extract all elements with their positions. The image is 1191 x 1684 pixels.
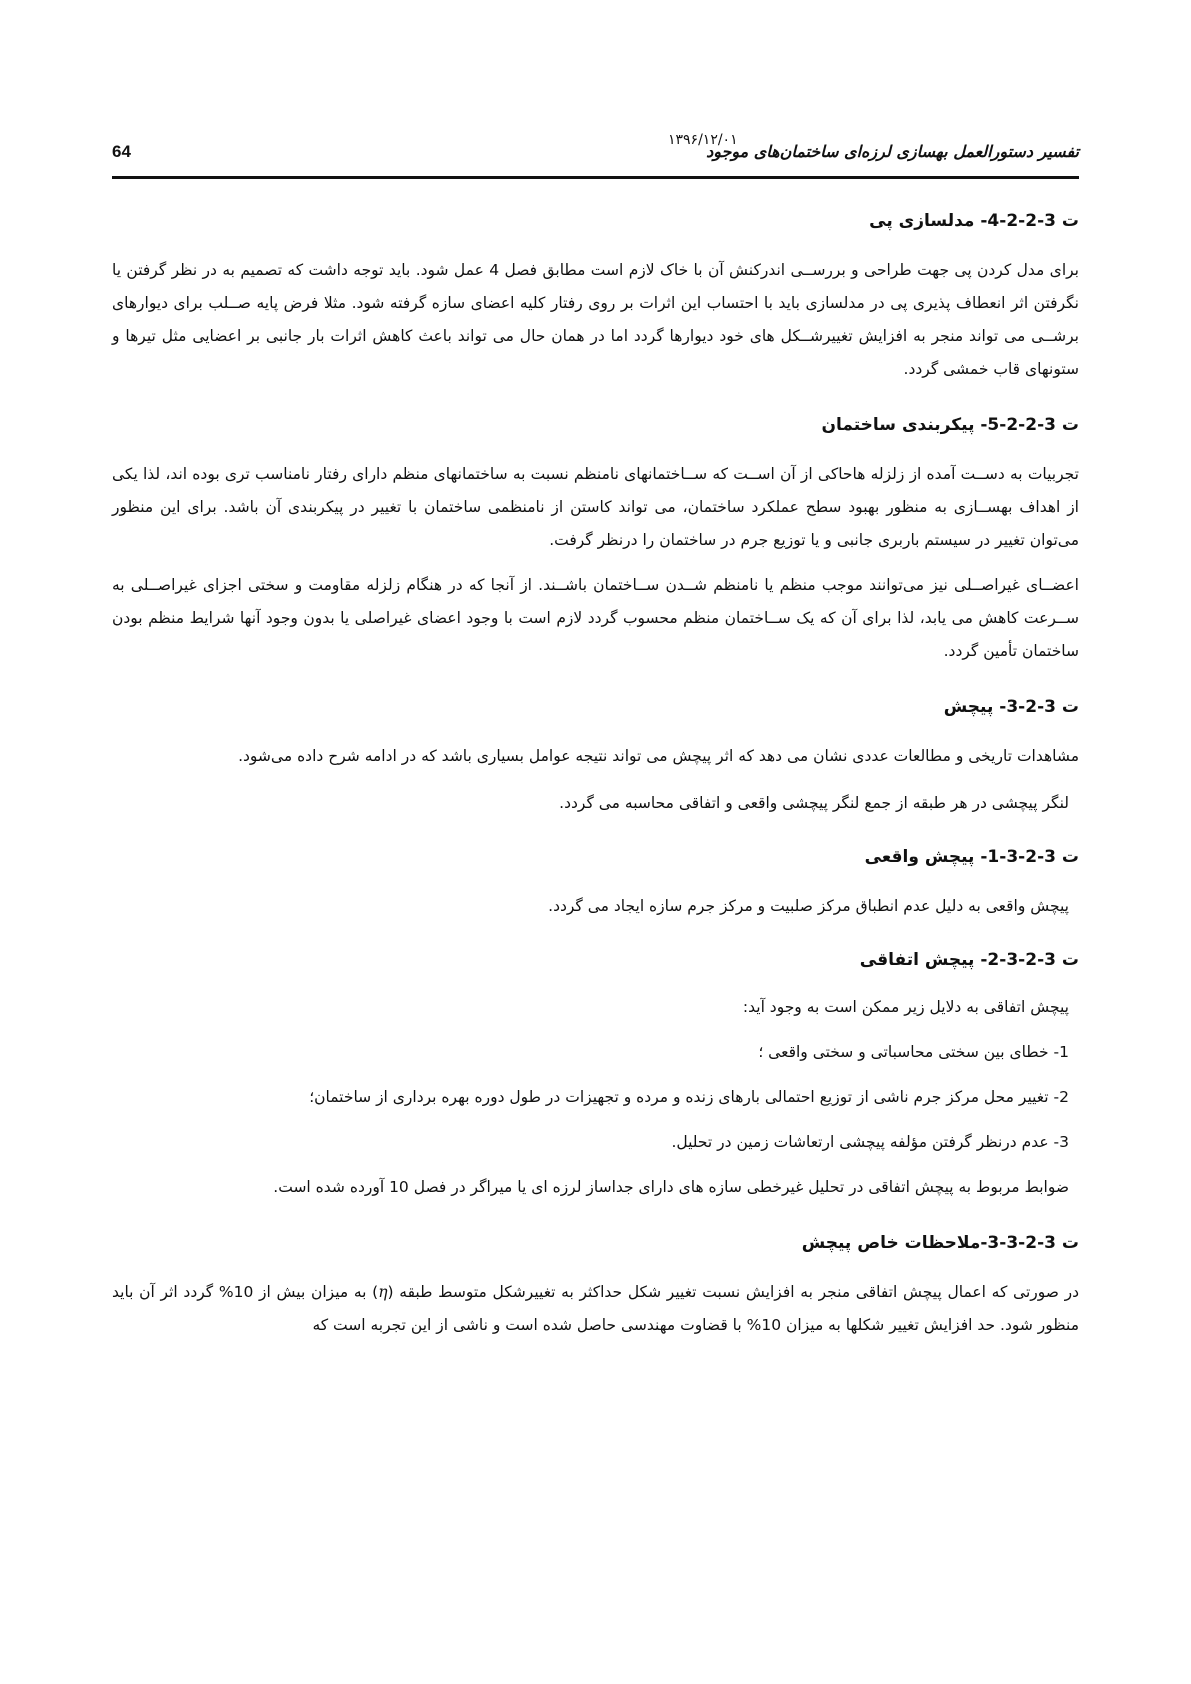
paragraph-part-2: ) به میزان بیش از 10% گردد اثر آن باید منظور شود. حد افزایش تغییر شکلها به میزان 10% با قضاوت مهندسی حاصل شده است و ناشی از این تجربه است که (112, 1283, 1079, 1334)
header-title: تفسیر دستورالعمل بهسازی لرزه‌ای ساختمان‌های موجود (706, 142, 1079, 161)
heading-foundation-modeling: ت 3-2-2-4- مدلسازی پی (869, 211, 1079, 231)
list-item-1: 1- خطای بین سختی محاسباتی و سختی واقعی ؛ (758, 1043, 1069, 1061)
paragraph-accidental-closing: ضوابط مربوط به پیچش اتفاقی در تحلیل غیرخطی سازه های دارای جداساز لرزه ای یا میراگر در فصل 10 آورده شده است. (273, 1178, 1069, 1196)
paragraph-foundation-modeling: برای مدل کردن پی جهت طراحی و بررســی اندرکنش آن با خاک لازم است مطابق فصل 4 عمل شود. باید توجه داشت که تصمیم به در نظر گرفتن یا نگرفتن اثر انعطاف پذیری پی در مدلسازی باید با احتساب این اثرات بر روی رفتار کلیه اعضای سازه گرفته شود. مثلا فرض پایه صــلب برای دیوارهای برشــی می تواند منجر به افزایش تغییرشــکل های خود دیوارها گردد اما در همان حال می تواند باعث کاهش اثرات بار جانبی بر اعضایی مثل تیرها و ستونهای قاب خمشی گردد. (112, 261, 1079, 378)
eta-symbol: η (378, 1283, 388, 1301)
paragraph-part-1: در صورتی که اعمال پیچش اتفاقی منجر به افزایش نسبت تغییر شکل حداکثر به تغییرشکل متوسط طبقه ( (387, 1283, 1080, 1301)
page-body (112, 200, 1079, 1342)
page-header (112, 128, 1079, 164)
paragraph-torsion-2: لنگر پیچشی در هر طبقه از جمع لنگر پیچشی واقعی و اتفاقی محاسبه می گردد. (559, 794, 1069, 812)
paragraph-configuration-1: تجربیات به دســت آمده از زلزله هاحاکی از آن اســت که ســاختمانهای نامنظم نسبت به ساختمانهای منظم دارای رفتار نامناسب تری بوده اند، لذا یکی از اهداف بهســازی به منظور بهبود سطح عملکرد ساختمان، می تواند کاستن از نامنظمی ساختمان با تغییر در پیکربندی آن باشد. برای این منظور می‌توان تغییر در سیستم باربری جانبی و یا توزیع جرم در ساختمان را درنظر گرفت. (112, 465, 1079, 549)
paragraph-actual-torsion: پیچش واقعی به دلیل عدم انطباق مرکز صلبیت و مرکز جرم سازه ایجاد می گردد. (548, 897, 1069, 915)
heading-torsion-special-considerations: ت 3-2-3-3-ملاحظات خاص پیچش (801, 1233, 1079, 1253)
heading-building-configuration: ت 3-2-2-5- پیکربندی ساختمان (821, 415, 1079, 435)
paragraph-torsion-special (112, 1276, 1079, 1342)
list-item-3: 3- عدم درنظر گرفتن مؤلفه پیچشی ارتعاشات زمین در تحلیل. (671, 1133, 1069, 1151)
list-item-2: 2- تغییر محل مرکز جرم ناشی از توزیع احتمالی بارهای زنده و مرده و تجهیزات در طول دوره بهره برداری از ساختمان؛ (309, 1088, 1069, 1106)
header-rule (112, 176, 1079, 179)
page-number: 64 (112, 142, 131, 161)
paragraph-configuration-2: اعضــای غیراصــلی نیز می‌توانند موجب منظم یا نامنظم شــدن ســاختمان باشــند. از آنجا که در هنگام زلزله مقاومت و سختی اجزای غیراصــلی به ســرعت کاهش می یابد، لذا برای آن که یک ســاختمان منظم محسوب گردد لازم است با وجود اعضای غیراصلی یا بدون وجود آنها شرایط منظم بودن ساختمان تأمین گردد. (112, 576, 1079, 660)
header-date: ۱۳۹۶/۱۲/۰۱ (668, 132, 738, 148)
heading-accidental-torsion: ت 3-2-3-2- پیچش اتفاقی (859, 950, 1079, 970)
paragraph-torsion-1: مشاهدات تاریخی و مطالعات عددی نشان می دهد که اثر پیچش می تواند نتیجه عوامل بسیاری باشد که در ادامه شرح داده می‌شود. (238, 747, 1079, 765)
paragraph-accidental-intro: پیچش اتفاقی به دلایل زیر ممکن است به وجود آید: (742, 998, 1069, 1016)
heading-torsion: ت 3-2-3- پیچش (943, 697, 1079, 717)
heading-actual-torsion: ت 3-2-3-1- پیچش واقعی (864, 847, 1079, 867)
